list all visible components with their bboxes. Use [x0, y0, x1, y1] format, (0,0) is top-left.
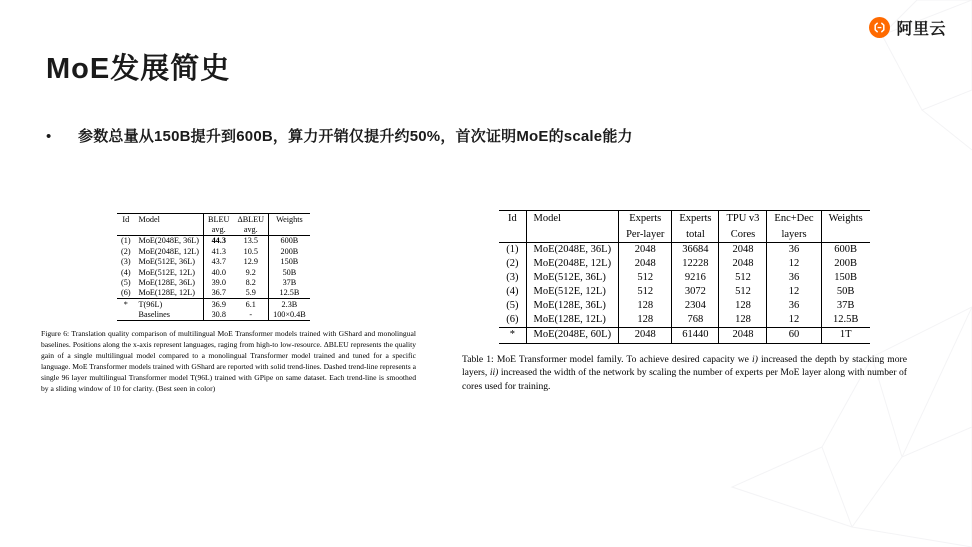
- table-header-subrow: [499, 227, 869, 243]
- cell-experts-per-layer: 128: [619, 299, 672, 313]
- cell-experts-total: 12228: [672, 257, 719, 271]
- cell-id: (2): [121, 246, 131, 256]
- cell-tpu-cores: 2048: [719, 328, 767, 343]
- cell-id: (1): [506, 244, 519, 256]
- cell-layers: 12: [767, 285, 821, 299]
- cell-model: MoE(128E, 36L): [526, 299, 619, 313]
- cell-model: MoE(2048E, 36L): [526, 243, 619, 258]
- cell-tpu-cores: 128: [719, 313, 767, 328]
- cell-model: MoE(2048E, 36L): [138, 236, 200, 246]
- cell-id: (6): [499, 313, 526, 328]
- cell-model: Baselines: [135, 310, 204, 321]
- cell-tpu-cores: 512: [719, 271, 767, 285]
- col-header-model: Model: [526, 211, 619, 227]
- cell-tpu-cores: 2048: [719, 257, 767, 271]
- cell-layers: 12: [767, 313, 821, 328]
- col-subheader-weights: [821, 227, 870, 243]
- cell-model: MoE(512E, 12L): [138, 267, 195, 277]
- table-row: [117, 278, 310, 288]
- table-row: [499, 299, 869, 313]
- table-row: [117, 267, 310, 277]
- cell-weights: 600B: [821, 243, 870, 258]
- cell-weights: 50B: [269, 267, 310, 277]
- brand-logo: [869, 16, 946, 39]
- cell-bleu: 36.9: [204, 299, 234, 310]
- cell-weights: 37B: [269, 278, 310, 288]
- col-subheader-tpu-cores: Cores: [719, 227, 767, 243]
- caption-part-2: increased the depth by stacking more layers,: [462, 353, 907, 379]
- table-1-caption: [462, 353, 907, 395]
- cell-experts-total: 2304: [672, 299, 719, 313]
- cell-experts-per-layer: 512: [619, 271, 672, 285]
- cell-layers: 36: [767, 299, 821, 313]
- cell-experts-per-layer: 512: [619, 285, 672, 299]
- cell-weights: 200B: [821, 257, 870, 271]
- col-subheader-id: [117, 224, 135, 235]
- table-row: [499, 271, 869, 285]
- cell-id: (5): [121, 278, 131, 288]
- cell-model: MoE(512E, 36L): [526, 271, 619, 285]
- table-row: [117, 235, 310, 246]
- cell-weights: 50B: [821, 285, 870, 299]
- table-row: [117, 310, 310, 321]
- cell-id: (4): [506, 286, 519, 298]
- cell-dbleu: 12.9: [243, 257, 258, 267]
- caption-part-3: increased the width of the network by scaling the number of experts per MoE layer along with number of cores used for training.: [462, 367, 907, 393]
- cell-id: (4): [121, 267, 131, 277]
- cell-experts-total: 9216: [672, 271, 719, 285]
- cell-experts-total: 61440: [672, 328, 719, 343]
- table-header-row: [499, 211, 869, 227]
- caption-part-1: Table 1: MoE Transformer model family. To achieve desired capacity we: [462, 353, 753, 365]
- cell-id: *: [499, 328, 526, 343]
- cell-model: MoE(512E, 36L): [138, 257, 195, 267]
- col-header-model: Model: [135, 214, 204, 225]
- col-header-experts-total: Experts: [672, 211, 719, 227]
- cell-weights: 100×0.4B: [269, 310, 310, 321]
- caption-marker-ii: ii): [489, 367, 499, 379]
- cell-experts-per-layer: 2048: [619, 328, 672, 343]
- col-header-layers: Enc+Dec: [767, 211, 821, 227]
- cell-bleu: 40.0: [204, 267, 234, 277]
- figure-6-block: [41, 213, 416, 394]
- cell-experts-per-layer: 2048: [619, 243, 672, 258]
- cell-bleu: 43.7: [204, 257, 234, 267]
- cell-tpu-cores: 128: [719, 299, 767, 313]
- cell-weights: 1T: [821, 328, 870, 343]
- page-title: MoE发展简史: [46, 53, 231, 85]
- cell-model: MoE(128E, 12L): [526, 313, 619, 328]
- table-row: [117, 299, 310, 310]
- cell-bleu: 44.3: [204, 235, 234, 246]
- cell-id: *: [123, 299, 128, 309]
- cell-experts-per-layer: 2048: [619, 257, 672, 271]
- col-subheader-bleu: avg.: [204, 224, 234, 235]
- cell-id: (3): [121, 257, 131, 267]
- table-row: [117, 246, 310, 256]
- bullet-item: [46, 126, 633, 148]
- caption-marker-i: i): [752, 353, 758, 365]
- cell-bleu: 39.0: [204, 278, 234, 288]
- table-row: [499, 243, 869, 258]
- cell-experts-total: 768: [672, 313, 719, 328]
- cell-weights: 200B: [269, 246, 310, 256]
- cell-model: MoE(2048E, 12L): [138, 246, 200, 256]
- cell-dbleu: 10.5: [243, 246, 258, 256]
- cell-dbleu: 8.2: [245, 278, 256, 288]
- figure-6-table-body: [117, 235, 310, 320]
- cell-bleu: 36.7: [204, 288, 234, 299]
- col-header-dbleu: ΔBLEU: [233, 214, 268, 225]
- cell-dbleu: 6.1: [245, 299, 256, 309]
- cell-layers: 12: [767, 257, 821, 271]
- cell-id: (3): [506, 272, 519, 284]
- col-subheader-weights: [269, 224, 310, 235]
- col-header-weights: Weights: [821, 211, 870, 227]
- col-subheader-model: [135, 224, 204, 235]
- bullet-marker-icon: •: [46, 128, 52, 145]
- cell-model: MoE(2048E, 60L): [526, 328, 619, 343]
- figure-6-caption: Figure 6: Translation quality comparison of multilingual MoE Transformer models trained with GShard and monolingual baselines. Positions along the x-axis represent languages, raging from high-to low-resource. ΔBLEU represents the quality gain of a single multilingual model compared to a monolingual Transformer model trained and tuned for a specific language. MoE Transformer models trained with GShard are reported with solid trend-lines. Dashed trend-line represents a single 96 layer multilingual Transformer model T(96L) trained with GPipe on same dataset. Each trend-line is smoothed by a sliding window of 10 for clarity. (Best seen in color): [41, 329, 416, 394]
- col-subheader-experts-total: total: [672, 227, 719, 243]
- figure-6-table-head: [117, 214, 310, 236]
- table-row: [499, 313, 869, 328]
- col-subheader-model: [526, 227, 619, 243]
- cell-dbleu: 9.2: [245, 267, 256, 277]
- cell-weights: 12.5B: [821, 313, 870, 328]
- cell-dbleu: 13.5: [243, 236, 258, 246]
- table-header-subrow: [117, 224, 310, 235]
- cell-layers: 36: [767, 243, 821, 258]
- cell-weights: 37B: [821, 299, 870, 313]
- table-1: [499, 210, 869, 344]
- table-row: [499, 257, 869, 271]
- col-subheader-id: [499, 227, 526, 243]
- cell-model: MoE(512E, 12L): [526, 285, 619, 299]
- table-row: [117, 288, 310, 299]
- cell-model: MoE(128E, 36L): [138, 278, 195, 288]
- cell-dbleu: -: [233, 310, 268, 321]
- cell-id: (2): [506, 258, 519, 270]
- cell-model: MoE(128E, 12L): [135, 288, 204, 299]
- col-header-weights: Weights: [269, 214, 310, 225]
- cell-id: (5): [506, 300, 519, 312]
- cell-id: (1): [121, 236, 131, 246]
- cell-id: [117, 310, 135, 321]
- figure-6-table: [117, 213, 310, 321]
- table-row: [117, 257, 310, 267]
- col-header-id: Id: [499, 211, 526, 227]
- cell-dbleu: 5.9: [233, 288, 268, 299]
- table-1-block: [462, 210, 907, 394]
- cell-id: (6): [117, 288, 135, 299]
- bullet-text: 参数总量从150B提升到600B，算力开销仅提升约50%，首次证明MoE的scale能力: [78, 128, 633, 145]
- table-1-body: [499, 243, 869, 343]
- cell-experts-total: 3072: [672, 285, 719, 299]
- table-header-row: [117, 214, 310, 225]
- cell-experts-total: 36684: [672, 243, 719, 258]
- col-header-experts-per-layer: Experts: [619, 211, 672, 227]
- col-header-id: Id: [117, 214, 135, 225]
- cell-experts-per-layer: 128: [619, 313, 672, 328]
- col-subheader-dbleu: avg.: [233, 224, 268, 235]
- aliyun-logo-icon: [869, 17, 890, 38]
- cell-tpu-cores: 2048: [719, 243, 767, 258]
- table-row: [499, 328, 869, 343]
- cell-bleu: 30.8: [204, 310, 234, 321]
- col-header-bleu: BLEU: [204, 214, 234, 225]
- cell-weights: 150B: [821, 271, 870, 285]
- cell-layers: 36: [767, 271, 821, 285]
- col-subheader-experts-per-layer: Per-layer: [619, 227, 672, 243]
- cell-weights: 600B: [269, 235, 310, 246]
- cell-model: T(96L): [138, 299, 163, 309]
- cell-model: MoE(2048E, 12L): [526, 257, 619, 271]
- col-subheader-layers: layers: [767, 227, 821, 243]
- table-row: [499, 285, 869, 299]
- cell-weights: 2.3B: [269, 299, 310, 310]
- col-header-tpu-cores: TPU v3: [719, 211, 767, 227]
- cell-weights: 12.5B: [269, 288, 310, 299]
- brand-name: 阿里云: [896, 21, 946, 38]
- cell-tpu-cores: 512: [719, 285, 767, 299]
- cell-bleu: 41.3: [204, 246, 234, 256]
- cell-layers: 60: [767, 328, 821, 343]
- cell-weights: 150B: [269, 257, 310, 267]
- table-1-head: [499, 211, 869, 243]
